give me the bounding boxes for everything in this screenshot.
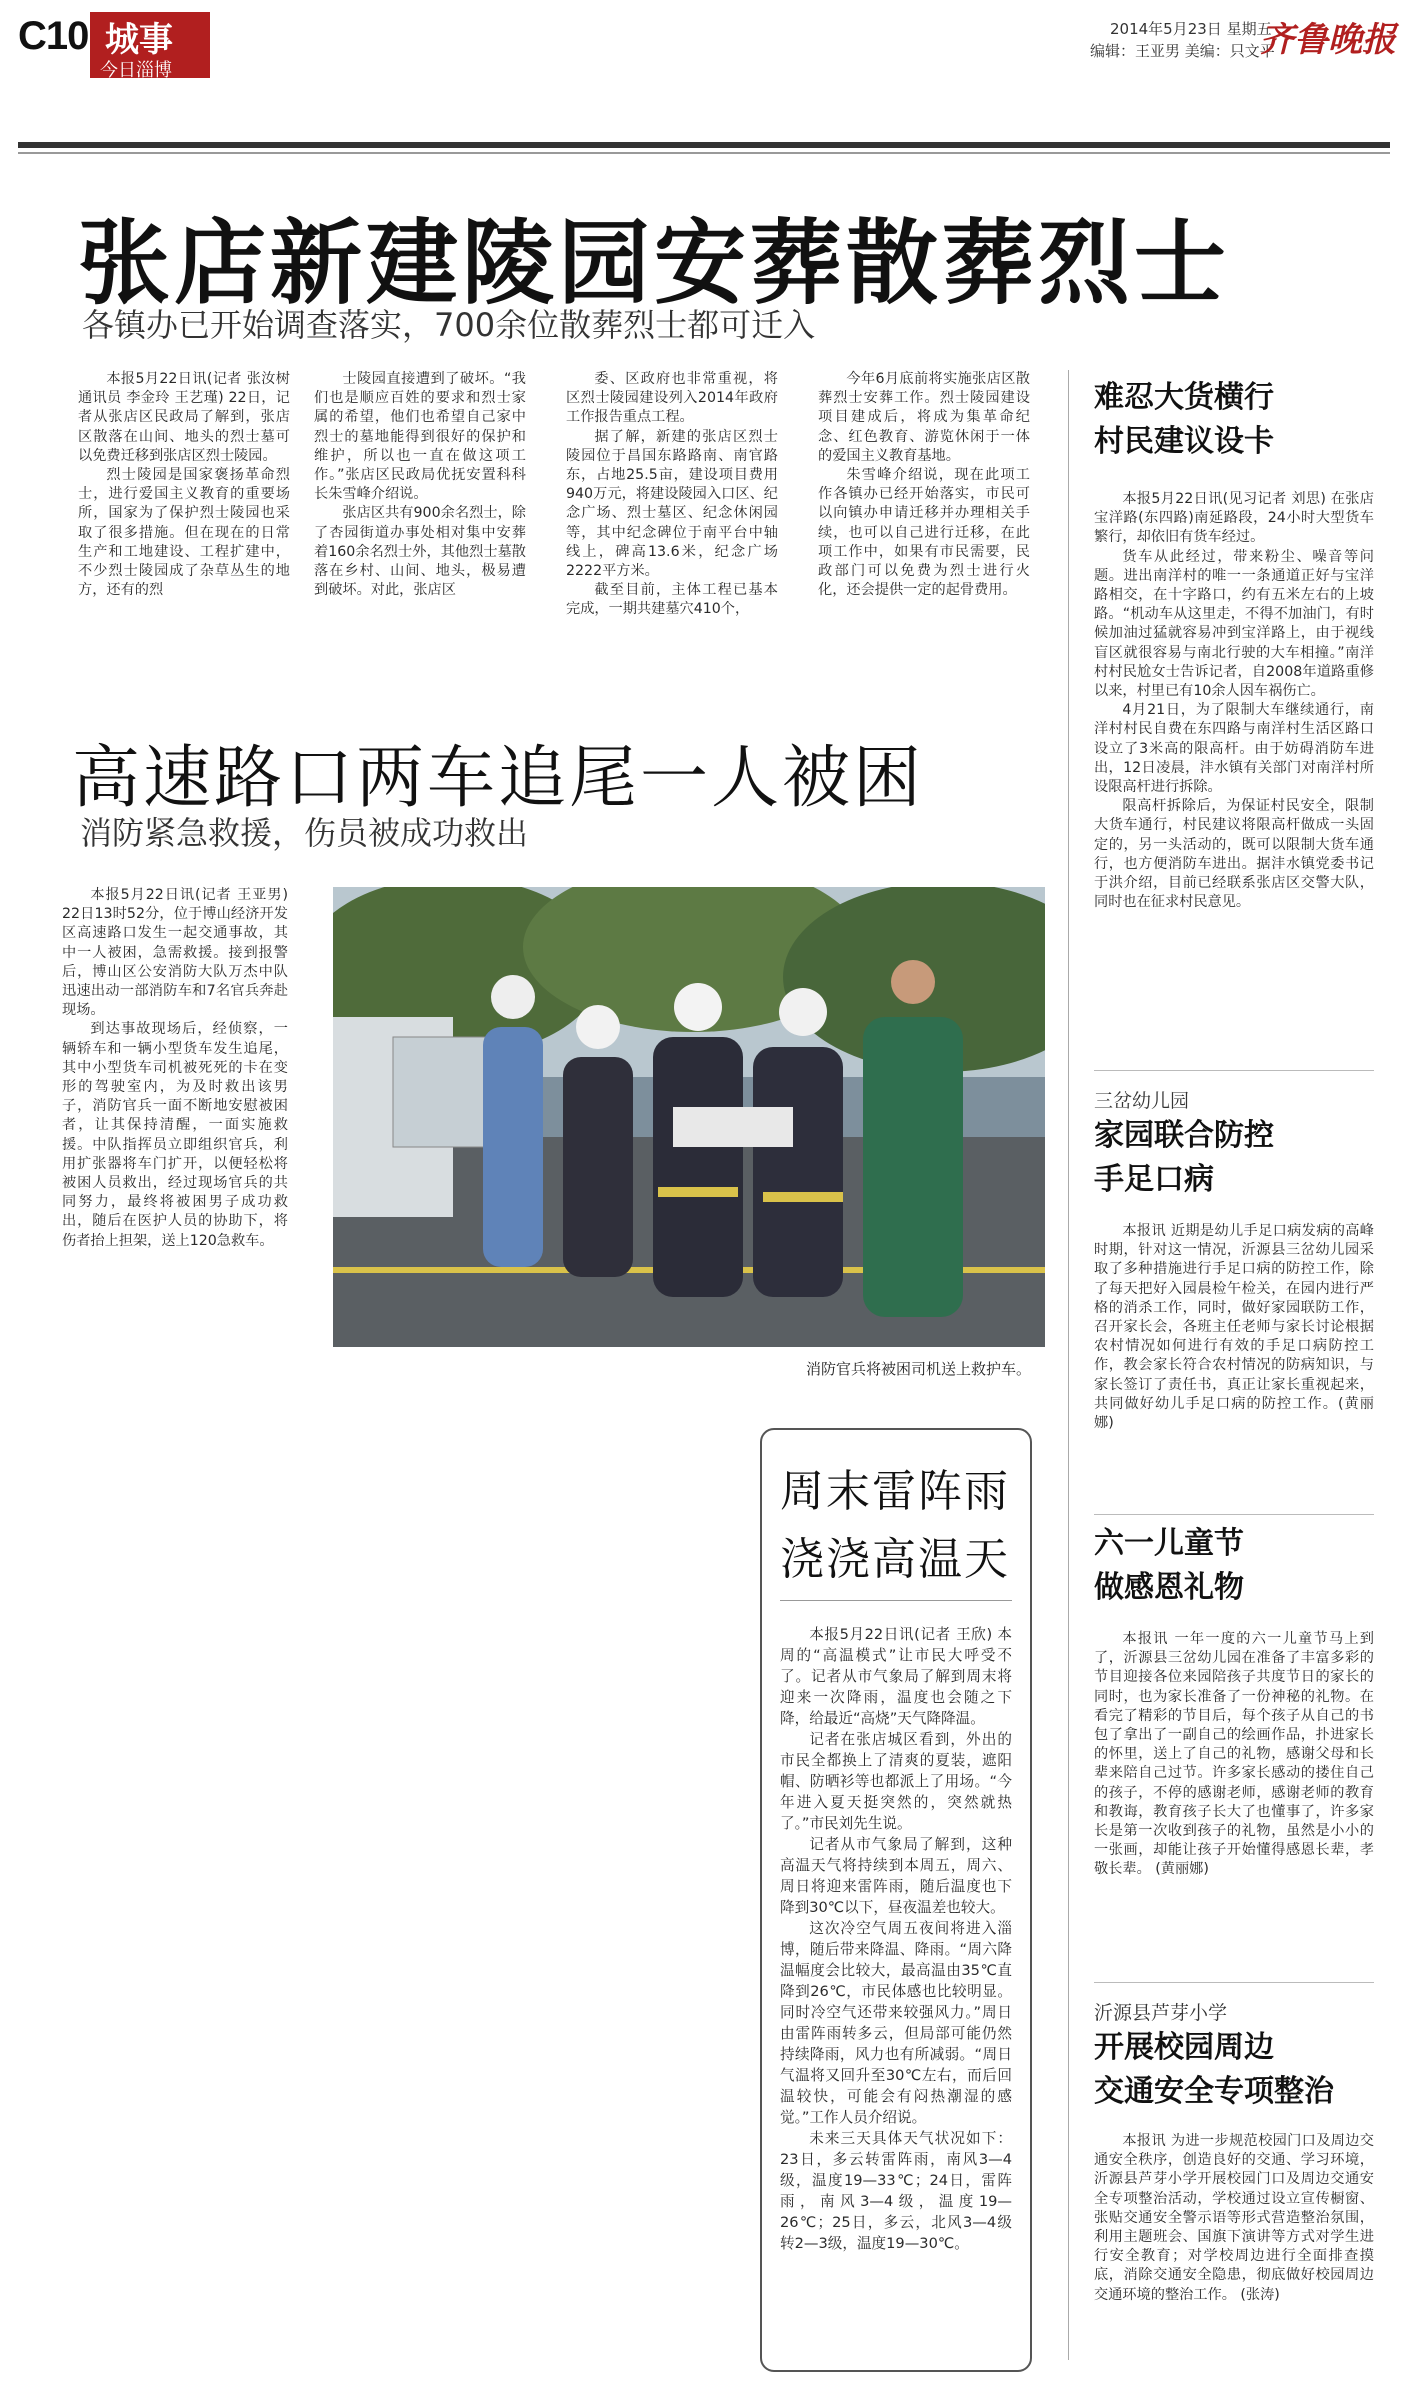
page-number: C10 <box>18 14 89 58</box>
story1-headline-line2: 村民建议设卡 <box>1094 424 1274 459</box>
story1-headline-line1: 难忍大货横行 <box>1094 380 1274 415</box>
story4-headline-line1: 开展校园周边 <box>1094 2030 1274 2065</box>
story2-body <box>1094 1222 1374 1522</box>
article1-column-3 <box>566 370 778 660</box>
editor-credits: 编辑：王亚男 美编：只文平 <box>1090 42 1275 60</box>
article1-paragraph: 今年6月底前将实施张店区散葬烈士安葬工作。烈士陵园建设项目建成后，将成为集革命纪念、红色教育、游览休闲于一体的爱国主义教育基地。 <box>818 371 1030 464</box>
weather-rule <box>780 1600 1012 1601</box>
article1-paragraph: 截至目前，主体工程已基本完成，一期共建墓穴410个， <box>566 582 778 618</box>
article1-paragraph: 士陵园直接遭到了破坏。“我们也是顺应百姓的要求和烈士家属的希望，他们也希望自己家中烈士的墓地能得到很好的保护和维护，所以也一直在做这项工作。”张店区民政局优抚安置科科长朱雪峰介绍说。 <box>314 371 526 503</box>
weather-paragraph: 这次冷空气周五夜间将进入淄博，随后带来降温、降雨。“周六降温幅度会比较大，最高温由35℃直降到26℃，市民体感也比较明显。同时冷空气还带来较强风力。”周日由雷阵雨转多云，但局部可能仍然持续降雨，风力也有所减弱。“周日气温将又回升至30℃左右，而后回温较快，可能会有闷热潮湿的感觉。”工作人员介绍说。 <box>780 1920 1012 2126</box>
story3-body <box>1094 1630 1374 1960</box>
article1-paragraph: 委、区政府也非常重视，将区烈士陵园建设列入2014年政府工作报告重点工程。 <box>566 371 778 426</box>
headline-accident: 高速路口两车追尾一人被困 <box>72 739 925 818</box>
story-separator <box>1094 1982 1374 1983</box>
story1-paragraph: 4月21日，为了限制大车继续通行，南洋村村民自费在东四路与南洋村生活区路口设立了3米高的限高杆。由于妨碍消防车进出，12日凌晨，沣水镇有关部门对南洋村所设限高杆进行拆除。 <box>1094 702 1374 796</box>
story2-paragraph: 本报讯 近期是幼儿手足口病发病的高峰时期，针对这一情况，沂源县三岔幼儿园采取了多种措施进行手足口病的防控工作，除了每天把好入园晨检午检关，在园内进行严格的消杀工作，同时，做好家园联防工作，召开家长会，各班主任老师与家长讨论根据农村情况如何进行有效的手足口病防控工作，教会家长符合农村情况的防病知识，与家长签订了责任书，真正让家长重视起来，共同做好幼儿手足口病的防控工作。(黄丽娜) <box>1094 1223 1374 1432</box>
article1-paragraph: 本报5月22日讯(记者 张汝树 通讯员 李金玲 王艺瑾) 22日，记者从张店区民政局了解到，张店区散落在山间、地头的烈士墓可以免费迁移到张店区烈士陵园。 <box>78 371 290 464</box>
story3-headline <box>1094 1522 1244 1610</box>
header-rule-thin <box>18 152 1390 154</box>
newspaper-masthead: 齐鲁晚报 <box>1260 20 1396 60</box>
weather-paragraph: 本报5月22日讯(记者 王欣) 本周的“高温模式”让市民大呼受不了。记者从市气象局了解到周末将迎来一次降雨，温度也会随之下降，给最近“高烧”天气降降温。 <box>780 1626 1012 1727</box>
weather-paragraph: 记者在张店城区看到，外出的市民全都换上了清爽的夏装，遮阳帽、防晒衫等也都派上了用场。“今年进入夏天挺突然的，突然就热了。”市民刘先生说。 <box>780 1731 1012 1832</box>
story4-paragraph: 本报讯 为进一步规范校园门口及周边交通安全秩序，创造良好的交通、学习环境，沂源县芦芽小学开展校园门口及周边交通安全专项整治活动，学校通过设立宣传橱窗、张贴交通安全警示语等形式营造整治氛围，利用主题班会、国旗下演讲等方式对学生进行安全教育；对学校周边进行全面排查摸底，消除交通安全隐患，彻底做好校园周边交通环境的整治工作。 (张涛) <box>1094 2133 1374 2303</box>
story-separator <box>1094 1070 1374 1071</box>
story3-headline-line1: 六一儿童节 <box>1094 1526 1244 1561</box>
header-rule <box>18 142 1390 148</box>
story4-headline <box>1094 2026 1334 2114</box>
story3-headline-line2: 做感恩礼物 <box>1094 1570 1244 1605</box>
story3-paragraph: 本报讯 一年一度的六一儿童节马上到了，沂源县三岔幼儿园在准备了丰富多彩的节目迎接各位来园陪孩子共度节日的家长的同时，也为家长准备了一份神秘的礼物。在看完了精彩的节目后，每个孩子从自己的书包了拿出了一副自己的绘画作品，扑进家长的怀里，送上了自己的礼物，感谢父母和长辈来陪自己过节。许多家长感动的搂住自己的孩子，不停的感谢老师，感谢老师的教育和教诲，教育孩子长大了也懂事了，许多家长是第一次收到孩子的礼物，虽然是小小的一张画，却能让孩子开始懂得感恩长辈，孝敬长辈。 (黄丽娜) <box>1094 1631 1374 1878</box>
story4-kicker: 沂源县芦芽小学 <box>1094 2002 1228 2024</box>
article2-paragraph: 到达事故现场后，经侦察，一辆轿车和一辆小型货车发生追尾，其中小型货车司机被死死的卡在变形的驾驶室内，为及时救出该男子，消防官兵一面不断地安慰被困者，让其保持清醒，一面实施救援。中队指挥员立即组织官兵，利用扩张器将车门扩开，以便轻松将被困人员救出，经过现场官兵的共同努力，最终将被困男子成功救出，随后在医护人员的协助下，将伤者抬上担架，送上120急救车。 <box>62 1021 288 1249</box>
story2-headline-line1: 家园联合防控 <box>1094 1118 1274 1153</box>
photo-caption: 消防官兵将被困司机送上救护车。 <box>806 1360 1032 1378</box>
issue-date: 2014年5月23日 星期五 <box>1110 20 1272 38</box>
weather-headline-line2: 浇浇高温天 <box>780 1534 1010 1585</box>
story1-paragraph: 限高杆拆除后，为保证村民安全，限制大货车通行，村民建议将限高杆做成一头固定的，另一头活动的，既可以限制大货车通行，也方便消防车进出。据沣水镇党委书记于洪介绍，目前已经联系张店区交警大队，同时也在征求村民意见。 <box>1094 798 1374 911</box>
weather-paragraph: 未来三天具体天气状况如下：23日，多云转雷阵雨，南风3—4级，温度19—33℃；24日，雷阵雨，南风3—4级，温度19—26℃；25日，多云，北风3—4级转2—3级，温度19—30℃。 <box>780 2130 1012 2252</box>
subheadline-cemetery: 各镇办已开始调查落实，700余位散葬烈士都可迁入 <box>82 306 816 344</box>
weather-headline <box>780 1458 1010 1594</box>
story1-body <box>1094 490 1374 1064</box>
headline-cemetery: 张店新建陵园安葬散葬烈士 <box>78 210 1231 317</box>
weather-body <box>780 1624 1012 2354</box>
subheadline-accident: 消防紧急救援，伤员被成功救出 <box>80 814 529 852</box>
story2-headline-line2: 手足口病 <box>1094 1162 1214 1197</box>
section-name: 城事 <box>105 20 173 60</box>
section-subtitle: 今日淄博 <box>100 60 172 81</box>
column-divider <box>1068 370 1069 2360</box>
article2-column <box>62 886 288 1366</box>
article2-paragraph: 本报5月22日讯(记者 王亚男) 22日13时52分，位于博山经济开发区高速路口发生一起交通事故，其中一人被困，急需救援。接到报警后，博山区公安消防大队万杰中队迅速出动一部消防车和7名官兵奔赴现场。 <box>62 887 288 1019</box>
story1-paragraph: 本报5月22日讯(见习记者 刘思) 在张店宝洋路(东四路)南延路段，24小时大型货车繁行，却依旧有货车经过。 <box>1094 491 1374 546</box>
story2-headline <box>1094 1114 1274 1202</box>
article1-column-4 <box>818 370 1030 660</box>
story4-body <box>1094 2132 1374 2368</box>
article1-paragraph: 据了解，新建的张店区烈士陵园位于昌国东路路南、南官路东，占地25.5亩，建设项目费用940万元，将建设陵园入口区、纪念广场、烈士墓区、纪念休闲园等，其中纪念碑位于南平台中轴线上，碑高13.6米，纪念广场2222平方米。 <box>566 428 778 580</box>
story4-headline-line2: 交通安全专项整治 <box>1094 2074 1334 2109</box>
article1-paragraph: 张店区共有900余名烈士，除了杏园街道办事处相对集中安葬着160余名烈士外，其他烈士墓散落在乡村、山间、地头，极易遭到破坏。对此，张店区 <box>314 505 526 599</box>
article1-column-2 <box>314 370 526 660</box>
article1-paragraph: 烈士陵园是国家褒扬革命烈士，进行爱国主义教育的重要场所，国家为了保护烈士陵园也采取了很多措施。但在现在的日常生产和工地建设、工程扩建中，不少烈士陵园成了杂草丛生的地方，还有的烈 <box>78 467 290 599</box>
story1-headline <box>1094 376 1274 464</box>
story1-paragraph: 货车从此经过，带来粉尘、噪音等问题。进出南洋村的唯一一条通道正好与宝洋路相交，在十字路口，约有五米左右的上坡路。“机动车从这里走，不得不加油门，有时候加油过猛就容易冲到宝洋路上，由于视线盲区就很容易与南北行驶的大车相撞。”南洋村村民尬女士告诉记者，自2008年道路重修以来，村里已有10余人因车祸伤亡。 <box>1094 548 1374 700</box>
weather-paragraph: 记者从市气象局了解到，这种高温天气将持续到本周五，周六、周日将迎来雷阵雨，随后温度也下降到30℃以下，昼夜温差也较大。 <box>780 1836 1012 1916</box>
article1-column-1 <box>78 370 290 660</box>
weather-headline-line1: 周末雷阵雨 <box>780 1466 1010 1517</box>
article1-paragraph: 朱雪峰介绍说，现在此项工作各镇办已经开始落实，市民可以向镇办申请迁移并办理相关手续，也可以自己进行迁移，在此项工作中，如果有市民需要，民政部门可以免费为烈士进行火化，还会提供一定的起骨费用。 <box>818 467 1030 599</box>
story-separator <box>1094 1514 1374 1515</box>
rescue-photo <box>333 887 1045 1347</box>
story2-kicker: 三岔幼儿园 <box>1094 1090 1190 1112</box>
